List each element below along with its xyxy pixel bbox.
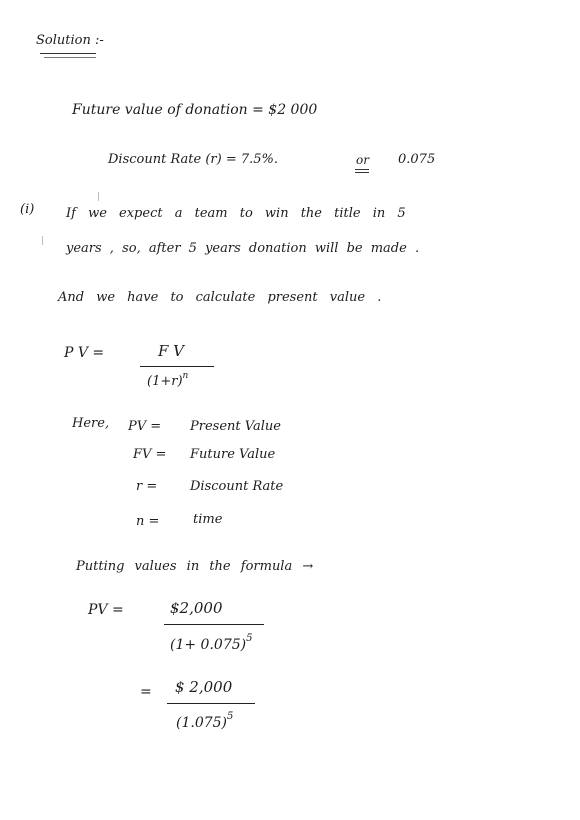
paragraph-line-2: years , so, after 5 years donation will be made . bbox=[66, 241, 420, 256]
discount-rate-line: Discount Rate (r) = 7.5%. bbox=[108, 152, 279, 167]
definition-symbol: PV = bbox=[128, 419, 162, 434]
calc-step2-denominator: $(1.075)^5$ bbox=[176, 711, 234, 731]
margin-tick bbox=[98, 192, 99, 201]
formula-lhs: P V = bbox=[64, 345, 105, 361]
calc-step2-numerator: $ 2,000 bbox=[175, 678, 233, 696]
calc-step2-equals: = bbox=[140, 684, 152, 700]
paragraph-line-1: If we expect a team to win the title in 5 bbox=[66, 206, 406, 221]
definition-symbol: r = bbox=[136, 479, 158, 494]
definition-symbol: FV = bbox=[133, 447, 167, 462]
heading-underline-2 bbox=[44, 57, 96, 58]
part-label: (i) bbox=[20, 202, 35, 217]
or-underline-2 bbox=[355, 172, 369, 173]
calc-step1-denominator: $(1+ 0.075)^5$ bbox=[170, 633, 253, 653]
definition-meaning: Present Value bbox=[190, 419, 281, 434]
formula-denominator: $(1+r)^n$ bbox=[147, 371, 189, 389]
calc-step1-numerator: $2,000 bbox=[170, 599, 223, 617]
future-value-line: Future value of donation = $2 000 bbox=[72, 102, 318, 118]
heading-underline bbox=[40, 53, 96, 54]
solution-heading: Solution :- bbox=[36, 33, 104, 48]
formula-numerator: F V bbox=[158, 342, 185, 360]
calc-step1-fraction-bar bbox=[164, 624, 264, 625]
putting-values-line: Putting values in the formula → bbox=[76, 559, 314, 574]
definition-meaning: Discount Rate bbox=[190, 479, 284, 494]
definition-symbol: n = bbox=[136, 514, 160, 529]
rate-or-text: or bbox=[356, 153, 369, 167]
rate-decimal: 0.075 bbox=[398, 152, 436, 167]
margin-tick bbox=[42, 236, 43, 245]
formula-fraction-bar bbox=[140, 366, 214, 367]
definition-meaning: Future Value bbox=[190, 447, 276, 462]
calc-lhs: PV = bbox=[88, 602, 124, 618]
definitions-intro: Here, bbox=[72, 416, 110, 431]
or-underline bbox=[355, 169, 369, 170]
calc-step2-fraction-bar bbox=[167, 703, 255, 704]
definition-meaning: time bbox=[193, 512, 223, 527]
paragraph-line-3: And we have to calculate present value . bbox=[58, 290, 382, 305]
